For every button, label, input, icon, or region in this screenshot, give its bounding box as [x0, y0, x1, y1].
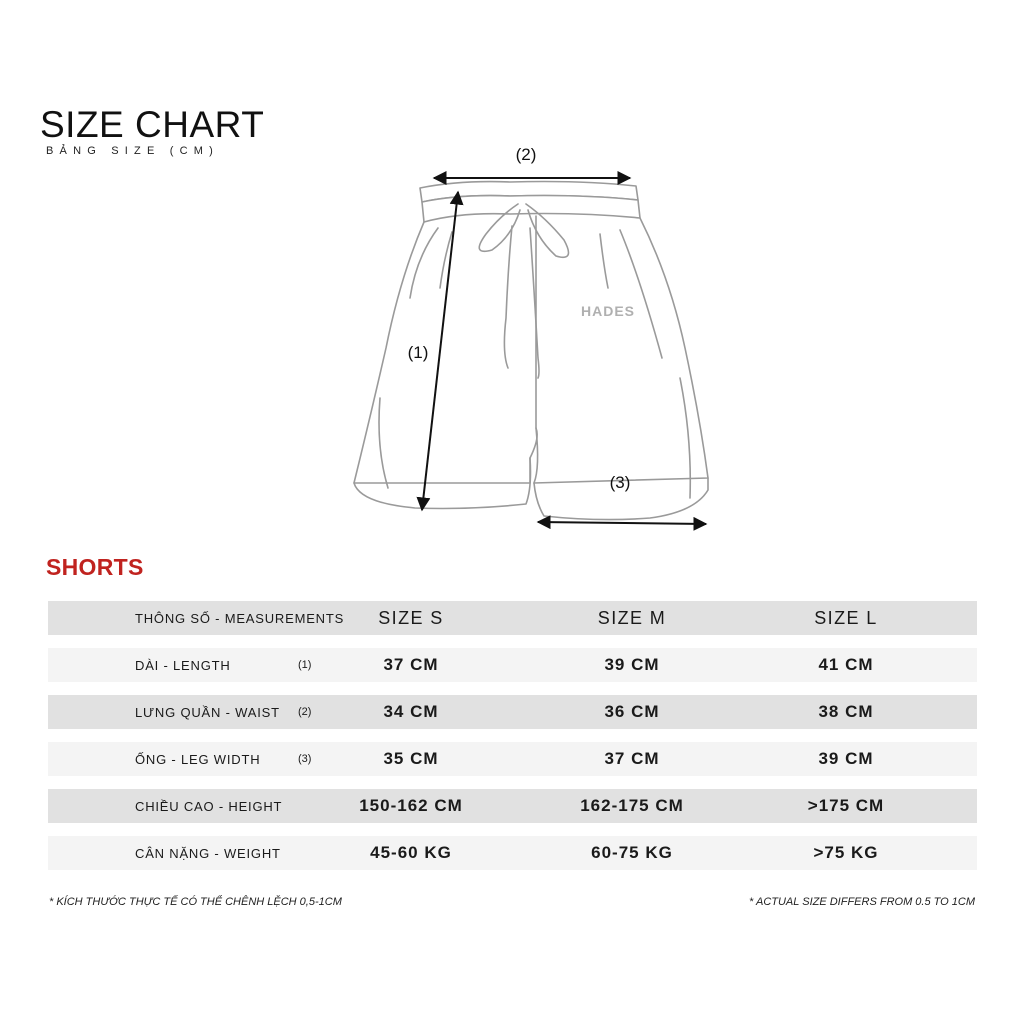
cell-size-s: 34 CM [383, 702, 439, 721]
row-label: ỐNG - LEG WIDTH [135, 751, 261, 767]
cell-size-s: 37 CM [383, 655, 439, 674]
cell-size-l: 41 CM [818, 655, 874, 674]
table-row [48, 742, 977, 776]
note-vietnamese: * KÍCH THƯỚC THỰC TẾ CÓ THỂ CHÊNH LỆCH 0,5-1CM [49, 896, 342, 908]
cell-size-m: 36 CM [604, 702, 660, 721]
row-label: LƯNG QUẦN - WAIST [135, 704, 280, 720]
section-title: SHORTS [46, 554, 144, 580]
row-ref: (1) [298, 659, 312, 671]
row-label: CHIỀU CAO - HEIGHT [135, 798, 283, 814]
page-subtitle: BẢNG SIZE (CM) [46, 145, 219, 157]
brand-logo: HADES [580, 303, 636, 319]
cell-size-s: 35 CM [383, 749, 439, 768]
page-title: SIZE CHART [40, 104, 265, 145]
shorts-illustration [340, 138, 720, 538]
cell-size-l: 38 CM [818, 702, 874, 721]
leg-width-arrow [538, 522, 706, 524]
table-row [48, 836, 977, 870]
table-header-row [48, 601, 977, 635]
cell-size-m: 162-175 CM [580, 796, 684, 815]
header-size-m: SIZE M [597, 607, 667, 628]
row-label: CÂN NẶNG - WEIGHT [135, 845, 281, 861]
cell-size-m: 37 CM [604, 749, 660, 768]
cell-size-s: 150-162 CM [359, 796, 463, 815]
label-2: (2) [515, 145, 537, 164]
row-ref: (2) [298, 706, 312, 718]
row-ref: (3) [298, 753, 312, 765]
note-english: * ACTUAL SIZE DIFFERS FROM 0.5 TO 1CM [749, 896, 975, 908]
cell-size-m: 39 CM [604, 655, 660, 674]
table-row [48, 695, 977, 729]
header-label: THÔNG SỐ - MEASUREMENTS [135, 610, 345, 626]
header-size-l: SIZE L [814, 607, 878, 628]
label-1: (1) [407, 343, 429, 362]
row-label: DÀI - LENGTH [135, 657, 231, 673]
label-3: (3) [609, 473, 631, 492]
cell-size-l: 39 CM [818, 749, 874, 768]
header-size-s: SIZE S [378, 607, 444, 628]
cell-size-s: 45-60 KG [370, 843, 452, 862]
cell-size-l: >175 CM [807, 796, 885, 815]
cell-size-l: >75 KG [813, 843, 879, 862]
cell-size-m: 60-75 KG [591, 843, 673, 862]
table-row [48, 648, 977, 682]
table-row [48, 789, 977, 823]
